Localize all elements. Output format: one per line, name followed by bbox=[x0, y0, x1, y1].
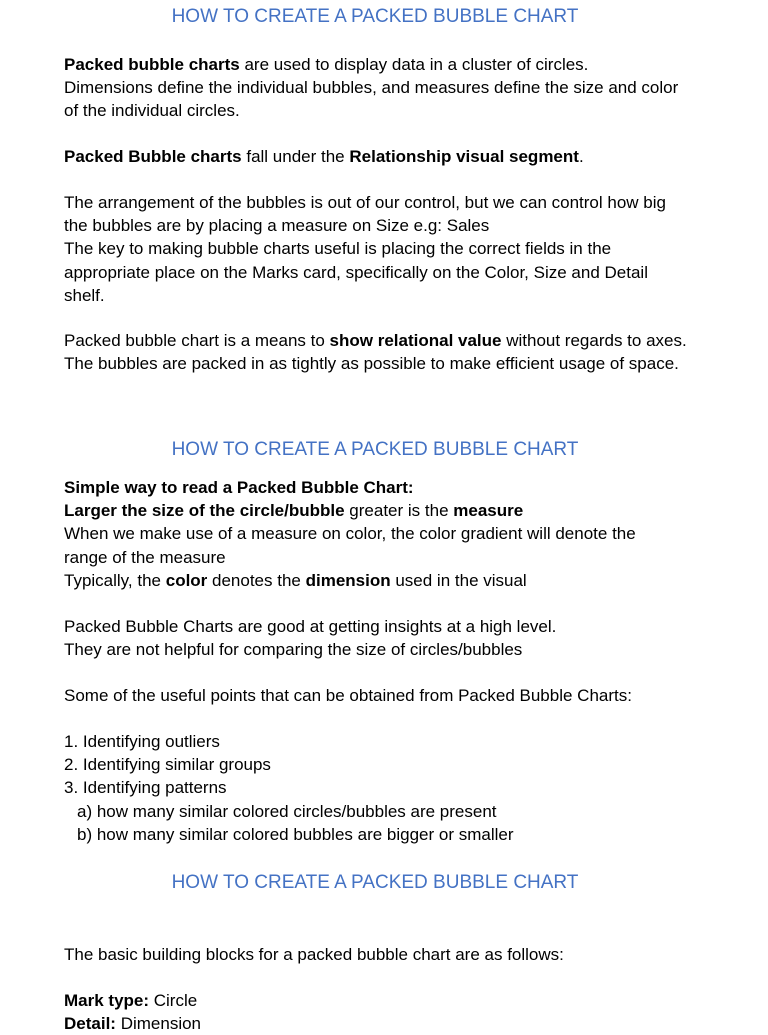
list-item: 3. Identifying patterns bbox=[64, 778, 227, 798]
detail-label: Detail: bbox=[64, 1014, 116, 1034]
arrangement-paragraph bbox=[64, 191, 714, 307]
list-item: 1. Identifying outliers bbox=[64, 732, 220, 751]
term-packed-bubble-charts-2: Packed Bubble charts bbox=[64, 147, 242, 166]
segment-paragraph bbox=[64, 145, 714, 168]
mark-type-label: Mark type: bbox=[64, 991, 150, 1010]
building-blocks-list bbox=[64, 989, 714, 1035]
read-line-1 bbox=[64, 476, 714, 499]
segment-text-1: fall under the bbox=[241, 147, 350, 166]
insights-line-1: Packed Bubble Charts are good at getting insights at a high level. bbox=[64, 617, 557, 636]
list-item: 2. Identifying similar groups bbox=[64, 755, 271, 775]
read-line-5-text-1: Typically, the bbox=[64, 570, 166, 590]
intro-line-3: of the individual circles. bbox=[64, 101, 240, 121]
intro-line-2: Dimensions define the individual bubbles, and measures define the size and color bbox=[64, 78, 679, 98]
relational-paragraph bbox=[64, 329, 714, 375]
term-measure: measure bbox=[453, 501, 524, 521]
term-dimension: dimension bbox=[305, 570, 391, 590]
segment-text-2: . bbox=[578, 147, 584, 166]
relational-line-2: The bubbles are packed in as tightly as possible to make efficient usage of space. bbox=[64, 354, 679, 374]
segment-line bbox=[64, 145, 714, 168]
read-line-5-text-2: denotes the bbox=[207, 570, 306, 590]
sub-list-item: a) how many similar colored circles/bubbles are present bbox=[77, 801, 497, 821]
intro-paragraph bbox=[64, 53, 714, 123]
mark-type-line bbox=[64, 989, 714, 1012]
relational-line-1 bbox=[64, 329, 714, 352]
arrangement-line-2: the bubbles are by placing a measure on Size e.g: Sales bbox=[64, 216, 490, 236]
term-relationship-visual-segment: Relationship visual segment bbox=[349, 147, 579, 166]
arrangement-line-1: The arrangement of the bubbles is out of our control, but we can control how big bbox=[64, 193, 666, 212]
read-line-5 bbox=[64, 569, 714, 592]
term-show-relational-value: show relational value bbox=[329, 331, 502, 350]
arrangement-line-3: The key to making bubble charts useful is placing the correct fields in the bbox=[64, 239, 612, 259]
section-heading-2: HOW TO CREATE A PACKED BUBBLE CHART bbox=[171, 439, 579, 460]
intro-line-1 bbox=[64, 53, 714, 76]
sub-list-item: b) how many similar colored bubbles are bigger or smaller bbox=[77, 824, 514, 844]
relational-text-1: Packed bubble chart is a means to bbox=[64, 331, 330, 350]
read-line-2-text: greater is the bbox=[344, 501, 454, 521]
term-larger-size: Larger the size of the circle/bubble bbox=[64, 501, 345, 521]
insights-paragraph bbox=[64, 615, 714, 661]
read-line-3: When we make use of a measure on color, the color gradient will denote the bbox=[64, 524, 636, 544]
detail-value: Dimension bbox=[115, 1014, 202, 1034]
arrangement-line-5: shelf. bbox=[64, 285, 105, 305]
useful-points-list bbox=[64, 730, 714, 846]
read-line-2 bbox=[64, 499, 714, 522]
arrangement-line-4: appropriate place on the Marks card, specifically on the Color, Size and Detail bbox=[64, 262, 648, 282]
read-line-5-text-3: used in the visual bbox=[390, 570, 527, 590]
term-packed-bubble-charts: Packed bubble charts bbox=[64, 55, 240, 74]
useful-points-intro: Some of the useful points that can be obtained from Packed Bubble Charts: bbox=[64, 686, 632, 705]
building-blocks-intro: The basic building blocks for a packed bubble chart are as follows: bbox=[64, 945, 564, 964]
section-heading-1: HOW TO CREATE A PACKED BUBBLE CHART bbox=[171, 6, 579, 27]
relational-text-2: without regards to axes. bbox=[501, 331, 687, 350]
insights-line-2: They are not helpful for comparing the size of circles/bubbles bbox=[64, 640, 523, 660]
mark-type-value: Circle bbox=[149, 991, 198, 1010]
read-paragraph bbox=[64, 476, 714, 592]
section-heading-3: HOW TO CREATE A PACKED BUBBLE CHART bbox=[171, 872, 579, 893]
intro-line-1-text: are used to display data in a cluster of circles. bbox=[239, 55, 589, 74]
term-color: color bbox=[165, 570, 208, 590]
read-title: Simple way to read a Packed Bubble Chart: bbox=[64, 478, 414, 497]
read-line-4: range of the measure bbox=[64, 547, 226, 567]
